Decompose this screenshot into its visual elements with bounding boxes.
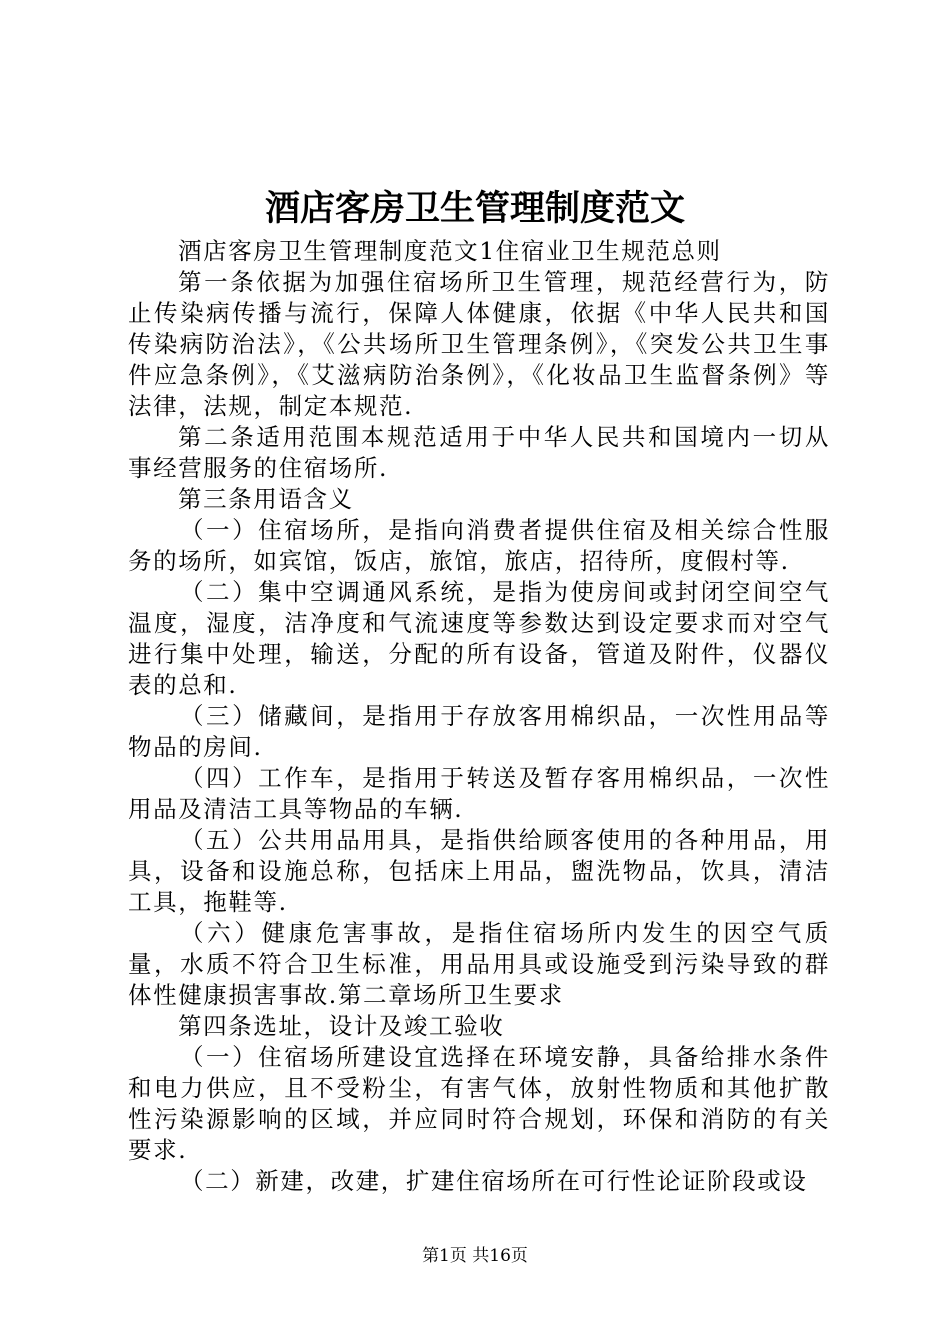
paragraph-item-3: （三）储藏间，是指用于存放客用棉织品，一次性用品等物品的房间. <box>128 702 830 761</box>
paragraph-item-5: （五）公共用品用具，是指供给顾客使用的各种用品，用具，设备和设施总称，包括床上用品，盥洗物品，饮具，清洁工具，拖鞋等. <box>128 826 830 916</box>
document-body <box>128 236 830 1197</box>
paragraph-item-1: （一）住宿场所，是指向消费者提供住宿及相关综合性服务的场所，如宾馆，饭店，旅馆，旅店，招待所，度假村等. <box>128 516 830 575</box>
page-footer: 第1页 共16页 <box>422 1246 528 1266</box>
paragraph-item-6: （六）健康危害事故，是指住宿场所内发生的因空气质量，水质不符合卫生标准，用品用具或设施受到污染导致的群体性健康损害事故.第二章场所卫生要求 <box>128 919 830 1009</box>
paragraph-item-2: （二）集中空调通风系统，是指为使房间或封闭空间空气温度，湿度，洁净度和气流速度等参数达到设定要求而对空气进行集中处理，输送，分配的所有设备，管道及附件，仪器仪表的总和. <box>128 578 830 699</box>
paragraph-article-3: 第三条用语含义 <box>178 485 354 513</box>
document-title: 酒店客房卫生管理制度范文 <box>264 188 685 229</box>
paragraph-article-1: 第一条依据为加强住宿场所卫生管理，规范经营行为，防止传染病传播与流行，保障人体健康，依据《中华人民共和国传染病防治法》，《公共场所卫生管理条例》，《突发公共卫生事件应急条例》，《艾滋病防治条例》，《化妆品卫生监督条例》等法律，法规，制定本规范. <box>128 268 830 420</box>
paragraph-intro: 酒店客房卫生管理制度范文1住宿业卫生规范总则 <box>178 237 722 265</box>
paragraph-item-4: （四）工作车，是指用于转送及暂存客用棉织品，一次性用品及清洁工具等物品的车辆. <box>128 764 830 823</box>
paragraph-article-4-item-2: （二）新建，改建，扩建住宿场所在可行性论证阶段或设 <box>180 1167 808 1195</box>
paragraph-article-2: 第二条适用范围本规范适用于中华人民共和国境内一切从事经营服务的住宿场所. <box>128 423 830 482</box>
paragraph-article-4-item-1: （一）住宿场所建设宜选择在环境安静，具备给排水条件和电力供应，且不受粉尘，有害气体，放射性物质和其他扩散性污染源影响的区域，并应同时符合规划，环保和消防的有关要求. <box>128 1043 830 1164</box>
paragraph-article-4: 第四条选址，设计及竣工验收 <box>178 1012 505 1040</box>
